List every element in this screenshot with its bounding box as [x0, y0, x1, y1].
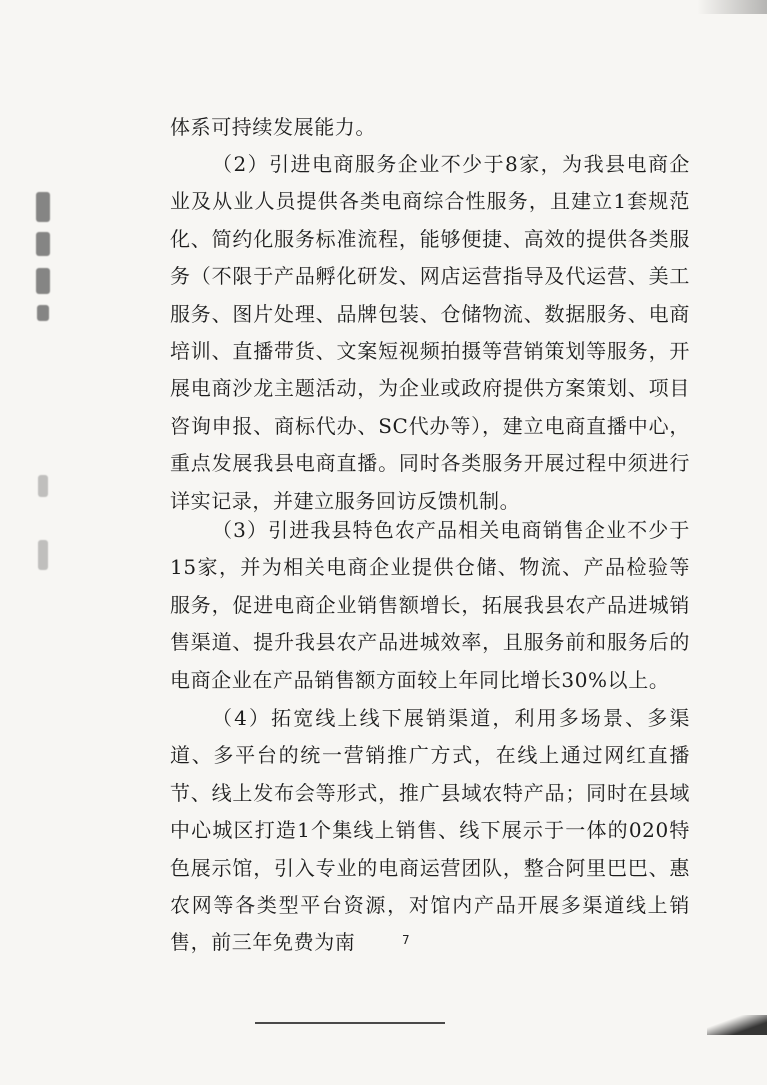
scan-corner-shadow-bottom: [707, 1015, 767, 1035]
paragraph-item-4: （4）拓宽线上线下展销渠道，利用多场景、多渠道、多平台的统一营销推广方式，在线上通过网红直播节、线上发布会等形式，推广县域农特产品；同时在县域中心城区打造1个集线上销售、线下展示于一体的020特色展示馆，引入专业的电商运营团队，整合阿里巴巴、惠农网等各类型平台资源，对馆内产品开展多渠道线上销售，前三年免费为南: [170, 706, 690, 955]
margin-mark: [36, 268, 50, 294]
paragraph-item-2: （2）引进电商服务企业不少于8家，为我县电商企业及从业人员提供各类电商综合性服务，且建立1套规范化、简约化服务标准流程，能够便捷、高效的提供各类服务（不限于产品孵化研发、网店运营指导及代运营、美工服务、图片处理、品牌包装、仓储物流、数据服务、电商培训、直播带货、文案短视频拍摄等营销策划等服务，开展电商沙龙主题活动，为企业或政府提供方案策划、项目咨询申报、商标代办、SC代办等），建立电商直播中心，重点发展我县电商直播。同时各类服务开展过程中须进行详实记录，并建立服务回访反馈机制。: [170, 152, 690, 513]
scan-bottom-line: [255, 1022, 445, 1024]
margin-mark: [37, 305, 49, 321]
margin-mark: [36, 192, 50, 222]
scan-corner-shadow: [697, 0, 767, 14]
paragraph-item-3: （3）引进我县特色农产品相关电商销售企业不少于15家，并为相关电商企业提供仓储、物流、产品检验等服务，促进电商企业销售额增长，拓展我县农产品进城销售渠道、提升我县农产品进城效率，且服务前和服务后的电商企业在产品销售额方面较上年同比增长30%以上。: [170, 518, 690, 692]
margin-mark: [38, 475, 48, 497]
paragraph-continuation: 体系可持续发展能力。: [170, 115, 376, 139]
page-number: 7: [402, 933, 410, 947]
margin-mark: [36, 232, 50, 256]
margin-mark: [38, 540, 48, 570]
